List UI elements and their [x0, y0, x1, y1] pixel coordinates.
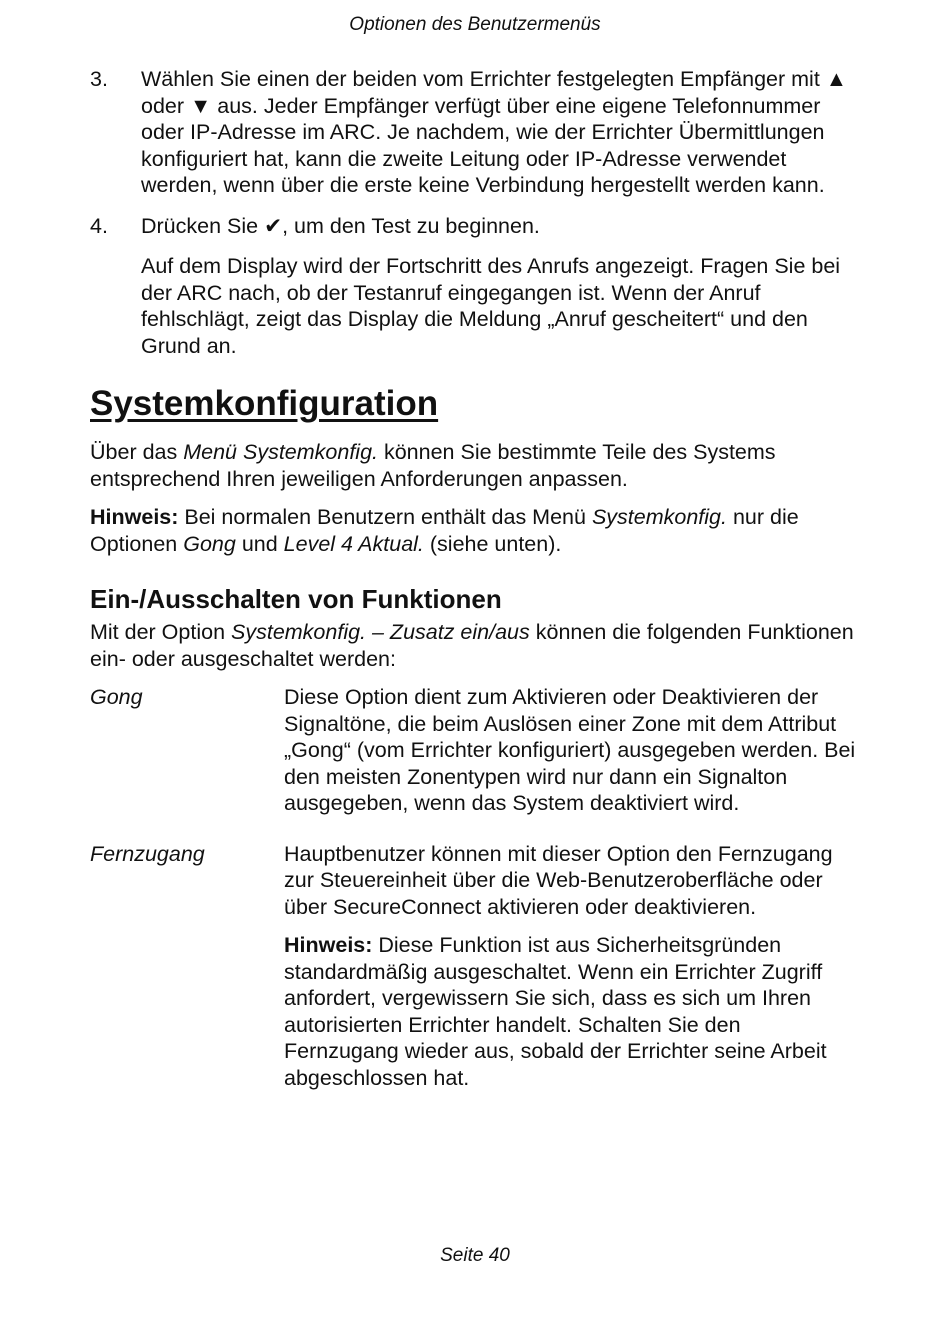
definition-description — [284, 841, 860, 1104]
step-number: 3. — [90, 67, 108, 91]
option-name: Level 4 Aktual. — [283, 531, 424, 556]
subsection-intro-text: Mit der Option — [90, 620, 231, 644]
note-text: Diese Funktion ist aus Sicherheitsgründen standardmäßig ausgeschaltet. Wenn ein Errichter Zugriff anfordert, vergewissern Sie sich, dass es sich um Ihren autorisierten Errichter handelt. Schalten Sie den Fernzugang wieder aus, sobald der Errichter seine Arbeit abgeschlossen hat. — [284, 933, 827, 1090]
subsection-intro — [90, 619, 860, 672]
definition-description — [284, 684, 860, 829]
step-item — [90, 213, 860, 240]
step-paragraph: Drücken Sie ✔, um den Test zu beginnen. — [141, 213, 540, 238]
menu-path: Systemkonfig. – Zusatz ein/aus — [231, 620, 530, 644]
note-text: und — [235, 531, 284, 556]
menu-name: Systemkonfig. — [591, 505, 727, 529]
note-text: Bei normalen Benutzern enthält das Menü — [178, 505, 592, 529]
definition-row — [90, 684, 860, 829]
step-number: 4. — [90, 213, 108, 238]
note-label: Hinweis: — [90, 505, 179, 529]
definition-row — [90, 841, 860, 1104]
step-followup-paragraph: Auf dem Display wird der Fortschritt des Anrufs angezeigt. Fragen Sie bei der ARC nach, ob der Testanruf eingegangen ist. Wenn der Anruf fehlschlägt, zeigt das Display die Meldung „Anruf gescheitert“ und den Grund an. — [141, 254, 841, 358]
page-content — [90, 66, 860, 1103]
subsection-title: Ein-/Ausschalten von Funktionen — [90, 584, 502, 614]
definition-term: Gong — [90, 685, 143, 709]
definition-note — [284, 932, 860, 1091]
option-name: Gong — [183, 531, 236, 556]
definition-paragraph: Diese Option dient zum Aktivieren oder Deaktivieren der Signaltöne, die beim Auslösen einer Zone mit dem Attribut „Gong“ (vom Errichter konfiguriert) ausgegeben werden. Bei den meisten Zonentypen wird nur dann ein Signalton ausgegeben, wenn das System deaktiviert wird. — [284, 685, 856, 815]
definition-paragraph: Hauptbenutzer können mit dieser Option den Fernzugang zur Steuereinheit über die Web-Benutzeroberfläche oder über SecureConnect aktivieren oder deaktivieren. — [284, 841, 833, 919]
section-intro-text: können Sie bestimmte Teile des Systems entsprechend Ihren jeweiligen Anforderungen anpassen. — [90, 440, 776, 491]
step-text — [141, 66, 860, 199]
subsection-intro-text: können die folgenden Funktionen ein- oder ausgeschaltet werden: — [90, 620, 854, 671]
section-title: Systemkonfiguration — [90, 384, 439, 423]
note-text: (siehe unten). — [423, 531, 562, 556]
page-number: Seite 40 — [440, 1245, 510, 1266]
definition-term: Fernzugang — [90, 841, 205, 866]
section-note — [90, 504, 860, 557]
section-intro — [90, 439, 860, 492]
note-label: Hinweis: — [284, 933, 373, 957]
step-item — [90, 66, 860, 199]
menu-name: Menü Systemkonfig. — [183, 440, 378, 464]
page-header: Optionen des Benutzermenüs — [349, 14, 601, 35]
note-text: nur die Optionen — [90, 505, 799, 556]
step-paragraph: Wählen Sie einen der beiden vom Errichter festgelegten Empfänger mit ▲ oder ▼ aus. Jeder Empfänger verfügt über eine eigene Telefonnummer oder IP-Adresse im ARC. Je nachdem, wie der Errichter Übermittlungen konfiguriert hat, kann die zweite Leitung oder IP-Adresse verwendet werden, wenn über die erste keine Verbindung hergestellt werden kann. — [141, 67, 848, 197]
section-intro-text: Über das — [90, 440, 184, 464]
step-text — [141, 213, 860, 240]
